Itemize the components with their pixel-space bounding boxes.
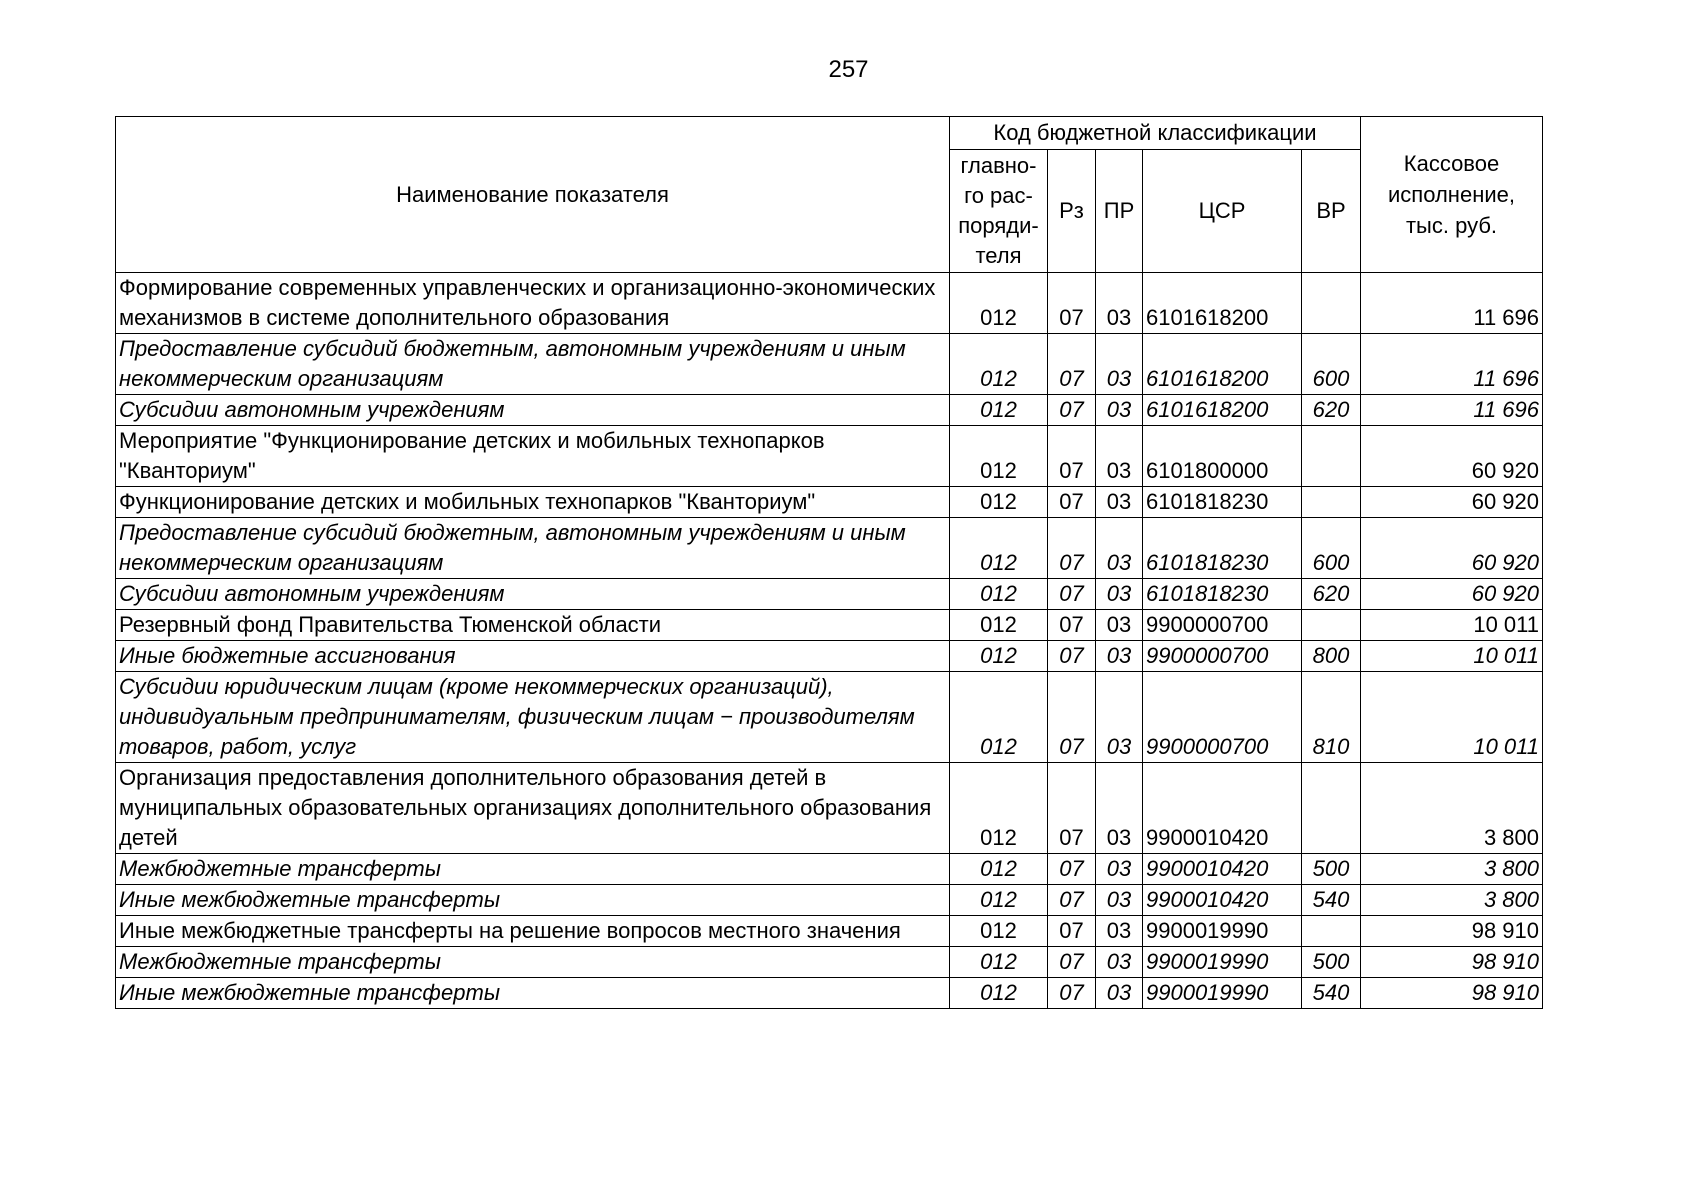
cell-vr: 600 — [1302, 518, 1361, 579]
cell-csr: 9900019990 — [1143, 916, 1302, 947]
cell-name: Формирование современных управленческих и организационно-экономических механизмов в системе дополнительного образования — [116, 273, 950, 334]
cell-name: Мероприятие "Функционирование детских и мобильных технопарков "Кванториум" — [116, 426, 950, 487]
cell-rz: 07 — [1048, 610, 1096, 641]
header-cash-execution: Кассовое исполнение, тыс. руб. — [1361, 117, 1543, 273]
cell-rz: 07 — [1048, 641, 1096, 672]
table-header — [116, 117, 1543, 273]
cell-vr: 600 — [1302, 334, 1361, 395]
cell-vr: 810 — [1302, 672, 1361, 763]
cell-csr: 9900019990 — [1143, 978, 1302, 1009]
cell-csr: 9900000700 — [1143, 610, 1302, 641]
cell-pr: 03 — [1096, 518, 1143, 579]
cell-amount: 10 011 — [1361, 672, 1543, 763]
table-row — [116, 916, 1543, 947]
cell-pr: 03 — [1096, 916, 1143, 947]
cell-csr: 6101818230 — [1143, 487, 1302, 518]
cell-csr: 9900000700 — [1143, 672, 1302, 763]
header-kbk-group: Код бюджетной классификации — [950, 117, 1361, 150]
cell-rz: 07 — [1048, 885, 1096, 916]
cell-name: Субсидии автономным учреждениям — [116, 579, 950, 610]
cell-vr — [1302, 426, 1361, 487]
cell-chief: 012 — [950, 487, 1048, 518]
cell-pr: 03 — [1096, 763, 1143, 854]
cell-chief: 012 — [950, 947, 1048, 978]
cell-amount: 10 011 — [1361, 610, 1543, 641]
page-number: 257 — [828, 56, 869, 83]
cell-name: Предоставление субсидий бюджетным, автономным учреждениям и иным некоммерческим организациям — [116, 334, 950, 395]
cell-rz: 07 — [1048, 518, 1096, 579]
cell-csr: 9900010420 — [1143, 763, 1302, 854]
cell-rz: 07 — [1048, 487, 1096, 518]
cell-pr: 03 — [1096, 947, 1143, 978]
cell-amount: 98 910 — [1361, 916, 1543, 947]
cell-chief: 012 — [950, 978, 1048, 1009]
cell-vr: 500 — [1302, 854, 1361, 885]
table-row — [116, 885, 1543, 916]
cell-name: Иные межбюджетные трансферты — [116, 885, 950, 916]
cell-name: Иные бюджетные ассигнования — [116, 641, 950, 672]
cell-amount: 60 920 — [1361, 487, 1543, 518]
cell-chief: 012 — [950, 916, 1048, 947]
table-row — [116, 978, 1543, 1009]
table-row — [116, 518, 1543, 579]
cell-name: Иные межбюджетные трансферты на решение вопросов местного значения — [116, 916, 950, 947]
cell-pr: 03 — [1096, 610, 1143, 641]
cell-name: Резервный фонд Правительства Тюменской области — [116, 610, 950, 641]
cell-amount: 98 910 — [1361, 947, 1543, 978]
cell-chief: 012 — [950, 395, 1048, 426]
header-csr: ЦСР — [1143, 150, 1302, 273]
cell-csr: 6101818230 — [1143, 579, 1302, 610]
cell-vr: 620 — [1302, 579, 1361, 610]
cell-vr — [1302, 487, 1361, 518]
cell-amount: 3 800 — [1361, 763, 1543, 854]
cell-amount: 60 920 — [1361, 518, 1543, 579]
cell-csr: 9900010420 — [1143, 885, 1302, 916]
cell-vr: 500 — [1302, 947, 1361, 978]
cell-amount: 10 011 — [1361, 641, 1543, 672]
cell-pr: 03 — [1096, 334, 1143, 395]
cell-rz: 07 — [1048, 672, 1096, 763]
cell-csr: 6101818230 — [1143, 518, 1302, 579]
cell-rz: 07 — [1048, 947, 1096, 978]
cell-pr: 03 — [1096, 395, 1143, 426]
cell-name: Функционирование детских и мобильных технопарков "Кванториум" — [116, 487, 950, 518]
cell-csr: 9900019990 — [1143, 947, 1302, 978]
cell-rz: 07 — [1048, 334, 1096, 395]
cell-rz: 07 — [1048, 395, 1096, 426]
table-row — [116, 334, 1543, 395]
cell-chief: 012 — [950, 426, 1048, 487]
table-row — [116, 641, 1543, 672]
table-row — [116, 273, 1543, 334]
cell-pr: 03 — [1096, 885, 1143, 916]
cell-name: Субсидии юридическим лицам (кроме некоммерческих организаций), индивидуальным предпринимателям, физическим лицам − производителям товаров, работ, услуг — [116, 672, 950, 763]
cell-vr: 800 — [1302, 641, 1361, 672]
cell-rz: 07 — [1048, 763, 1096, 854]
cell-chief: 012 — [950, 854, 1048, 885]
cell-csr: 9900000700 — [1143, 641, 1302, 672]
cell-pr: 03 — [1096, 854, 1143, 885]
cell-amount: 60 920 — [1361, 426, 1543, 487]
cell-vr — [1302, 916, 1361, 947]
cell-csr: 6101800000 — [1143, 426, 1302, 487]
cell-name: Межбюджетные трансферты — [116, 854, 950, 885]
table-body — [116, 273, 1543, 1009]
table-row — [116, 426, 1543, 487]
cell-pr: 03 — [1096, 672, 1143, 763]
cell-vr: 620 — [1302, 395, 1361, 426]
cell-chief: 012 — [950, 334, 1048, 395]
cell-rz: 07 — [1048, 978, 1096, 1009]
cell-chief: 012 — [950, 579, 1048, 610]
cell-amount: 11 696 — [1361, 273, 1543, 334]
cell-name: Межбюджетные трансферты — [116, 947, 950, 978]
cell-amount: 60 920 — [1361, 579, 1543, 610]
cell-vr — [1302, 763, 1361, 854]
header-chief-administrator: главно-го рас-поряди-теля — [950, 150, 1048, 273]
cell-rz: 07 — [1048, 273, 1096, 334]
cell-pr: 03 — [1096, 641, 1143, 672]
cell-pr: 03 — [1096, 579, 1143, 610]
cell-chief: 012 — [950, 610, 1048, 641]
cell-name: Организация предоставления дополнительного образования детей в муниципальных образовательных организациях дополнительного образования детей — [116, 763, 950, 854]
cell-rz: 07 — [1048, 426, 1096, 487]
cell-chief: 012 — [950, 518, 1048, 579]
header-name: Наименование показателя — [116, 117, 950, 273]
cell-amount: 98 910 — [1361, 978, 1543, 1009]
cell-name: Предоставление субсидий бюджетным, автономным учреждениям и иным некоммерческим организациям — [116, 518, 950, 579]
cell-name: Иные межбюджетные трансферты — [116, 978, 950, 1009]
cell-name: Субсидии автономным учреждениям — [116, 395, 950, 426]
table-row — [116, 763, 1543, 854]
table-row — [116, 610, 1543, 641]
cell-amount: 3 800 — [1361, 854, 1543, 885]
cell-vr: 540 — [1302, 885, 1361, 916]
cell-pr: 03 — [1096, 426, 1143, 487]
cell-amount: 11 696 — [1361, 334, 1543, 395]
cell-rz: 07 — [1048, 916, 1096, 947]
cell-vr: 540 — [1302, 978, 1361, 1009]
cell-rz: 07 — [1048, 579, 1096, 610]
header-pr: ПР — [1096, 150, 1143, 273]
cell-rz: 07 — [1048, 854, 1096, 885]
cell-csr: 9900010420 — [1143, 854, 1302, 885]
budget-table — [115, 116, 1543, 1009]
cell-chief: 012 — [950, 641, 1048, 672]
cell-pr: 03 — [1096, 487, 1143, 518]
cell-pr: 03 — [1096, 273, 1143, 334]
table-row — [116, 854, 1543, 885]
cell-vr — [1302, 273, 1361, 334]
cell-pr: 03 — [1096, 978, 1143, 1009]
cell-csr: 6101618200 — [1143, 395, 1302, 426]
table-row — [116, 579, 1543, 610]
cell-vr — [1302, 610, 1361, 641]
cell-chief: 012 — [950, 672, 1048, 763]
header-vr: ВР — [1302, 150, 1361, 273]
table-row — [116, 947, 1543, 978]
cell-amount: 11 696 — [1361, 395, 1543, 426]
table-row — [116, 395, 1543, 426]
cell-chief: 012 — [950, 763, 1048, 854]
table-row — [116, 672, 1543, 763]
cell-csr: 6101618200 — [1143, 273, 1302, 334]
header-rz: Рз — [1048, 150, 1096, 273]
cell-chief: 012 — [950, 273, 1048, 334]
cell-chief: 012 — [950, 885, 1048, 916]
cell-amount: 3 800 — [1361, 885, 1543, 916]
cell-csr: 6101618200 — [1143, 334, 1302, 395]
table-row — [116, 487, 1543, 518]
